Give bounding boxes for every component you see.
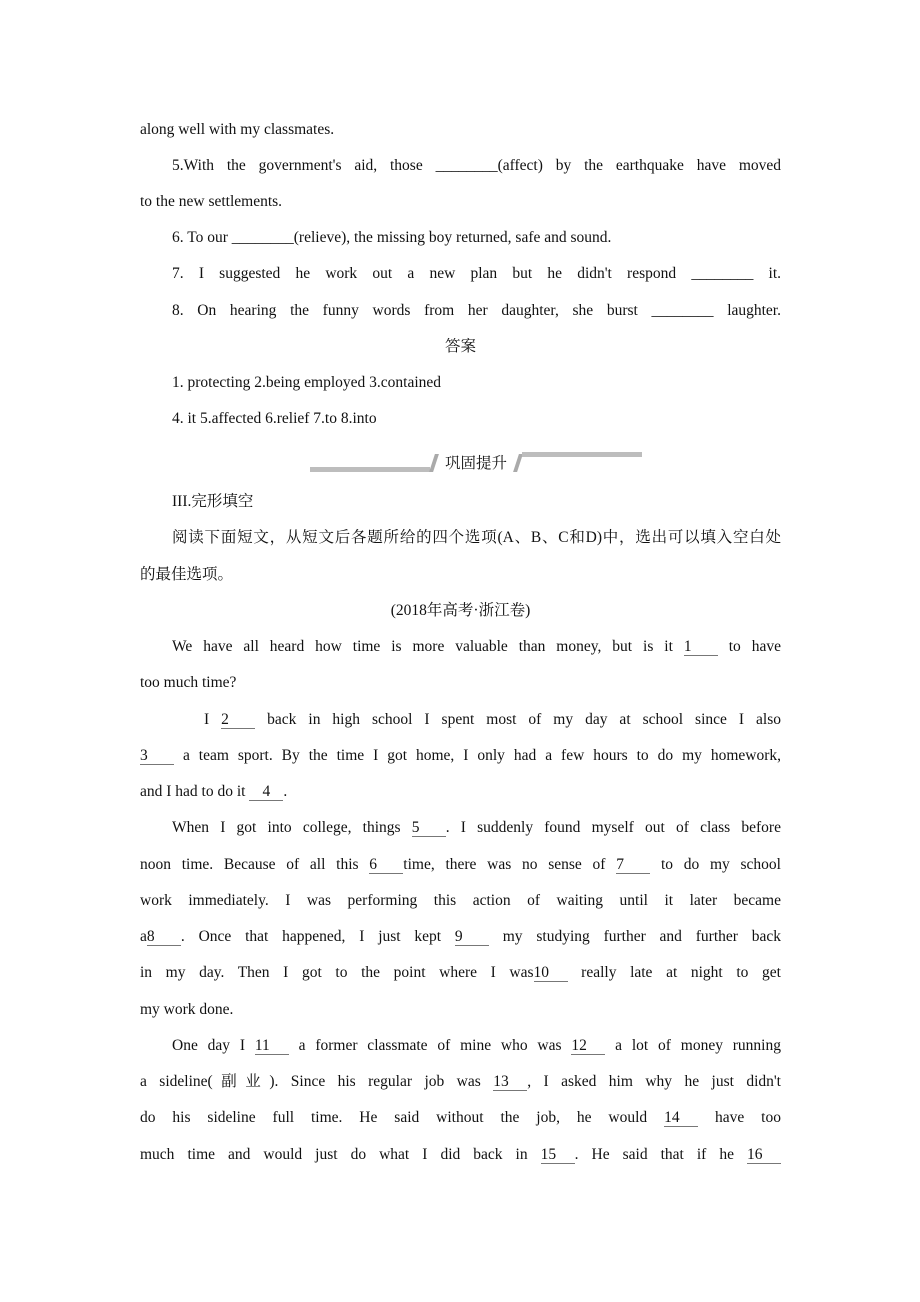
text-line — [140, 119, 781, 141]
line-text: III.完形填空 — [172, 493, 254, 510]
blank-number: 6 — [369, 857, 403, 874]
line-text: really late at night to get — [567, 964, 781, 982]
text-line — [140, 636, 781, 658]
line-text: 1. protecting 2.being employed 3.contained — [172, 373, 442, 391]
blank-number: 2 — [221, 712, 255, 729]
text-line — [140, 672, 781, 694]
line-text: . Once that happened, I just kept — [180, 928, 455, 945]
text-line — [140, 1071, 781, 1093]
banner-slash-left — [429, 454, 439, 472]
text-line — [140, 155, 781, 177]
blank-number: 14 — [664, 1110, 698, 1127]
line-text: to have — [717, 638, 781, 655]
line-text: a former classmate of mine who was — [288, 1036, 572, 1054]
text-line — [140, 1107, 781, 1129]
line-text: much time and would just do what I did back in — [140, 1145, 541, 1163]
line-text: a — [140, 928, 147, 945]
line-text: to do my school — [650, 855, 781, 873]
text-line — [140, 999, 781, 1021]
text-line — [140, 300, 781, 322]
section-banner — [310, 450, 642, 474]
banner-divider-right — [522, 452, 642, 457]
text-line — [140, 890, 781, 912]
line-text: 答案 — [444, 337, 476, 355]
line-text: When I got into college, things — [172, 819, 412, 837]
blank-number: 4 — [249, 784, 283, 801]
line-text: noon time. Because of all this — [140, 855, 370, 873]
line-text: a sideline(副业). Since his regular job was — [140, 1073, 494, 1090]
blank-number: 16 — [747, 1147, 781, 1164]
text-line — [140, 600, 781, 622]
line-text: time, there was no sense of — [403, 855, 617, 873]
text-line — [140, 1035, 781, 1057]
line-text: . — [283, 783, 288, 800]
blank-number: 1 — [684, 639, 718, 656]
line-text: back in high school I spent most of my day at school since I also — [255, 710, 782, 728]
text-line — [140, 745, 781, 767]
blank-number: 7 — [616, 857, 650, 874]
blank-number: 9 — [455, 929, 489, 946]
text-line — [140, 336, 781, 358]
blank-number: 10 — [534, 965, 568, 982]
text-line — [140, 227, 781, 249]
line-text: and I had to do it — [140, 783, 250, 800]
line-text: 7. I suggested he work out a new plan but he didn't respond ________ it. — [172, 265, 781, 283]
text-line — [140, 408, 781, 430]
line-text: in my day. Then I got to the point where I was — [140, 964, 534, 982]
text-line — [140, 817, 781, 839]
line-text: 5.With the government's aid, those ________(affect) by the earthquake have moved — [172, 157, 781, 175]
line-text: 阅读下面短文，从短文后各题所给的四个选项(A、B、C和D)中，选出可以填入空白处 — [172, 529, 781, 547]
line-text: 8. On hearing the funny words from her daughter, she burst ________ laughter. — [172, 301, 781, 319]
blank-number: 15 — [541, 1147, 575, 1164]
text-line — [140, 781, 781, 803]
line-text: a lot of money running — [605, 1036, 781, 1054]
line-text: We have all heard how time is more valuable than money, but is it — [172, 638, 684, 655]
line-text: too much time? — [140, 674, 237, 692]
text-line — [140, 372, 781, 394]
line-text: . He said that if he — [574, 1145, 747, 1163]
line-text: work immediately. I was performing this action of waiting until it later became — [140, 891, 781, 909]
line-text: I — [204, 710, 222, 728]
banner-title: 巩固提升 — [445, 455, 508, 472]
text-line — [140, 191, 781, 213]
text-line — [140, 491, 781, 513]
blank-number: 11 — [255, 1038, 289, 1055]
text-line — [140, 1144, 781, 1166]
line-text: , I asked him why he just didn't — [527, 1073, 781, 1090]
line-text: do his sideline full time. He said without the job, he would — [140, 1109, 665, 1127]
line-text: a team sport. By the time I got home, I only had a few hours to do my homework, — [174, 746, 781, 764]
text-line — [140, 854, 781, 876]
line-text: 的最佳选项。 — [140, 565, 234, 583]
line-text: along well with my classmates. — [140, 121, 335, 138]
text-line — [140, 263, 781, 285]
text-line — [140, 926, 781, 948]
line-text: One day I — [172, 1036, 255, 1054]
banner-divider-left — [310, 467, 430, 472]
blank-number: 5 — [412, 820, 446, 837]
line-text: (2018年高考·浙江卷) — [390, 601, 531, 619]
text-line — [140, 709, 781, 731]
blank-number: 3 — [140, 748, 174, 765]
line-text: to the new settlements. — [140, 193, 283, 211]
line-text: . I suddenly found myself out of class before — [445, 819, 781, 837]
line-text: have too — [698, 1109, 781, 1127]
line-text: 4. it 5.affected 6.relief 7.to 8.into — [172, 409, 377, 427]
line-text: my work done. — [140, 1000, 234, 1018]
text-line — [140, 962, 781, 984]
text-line — [140, 564, 781, 586]
blank-number: 12 — [571, 1038, 605, 1055]
line-text: my studying further and further back — [488, 928, 781, 945]
blank-number: 13 — [493, 1074, 527, 1091]
blank-number: 8 — [147, 929, 181, 946]
line-text: 6. To our ________(relieve), the missing boy returned, safe and sound. — [172, 229, 612, 247]
text-line — [140, 527, 781, 549]
